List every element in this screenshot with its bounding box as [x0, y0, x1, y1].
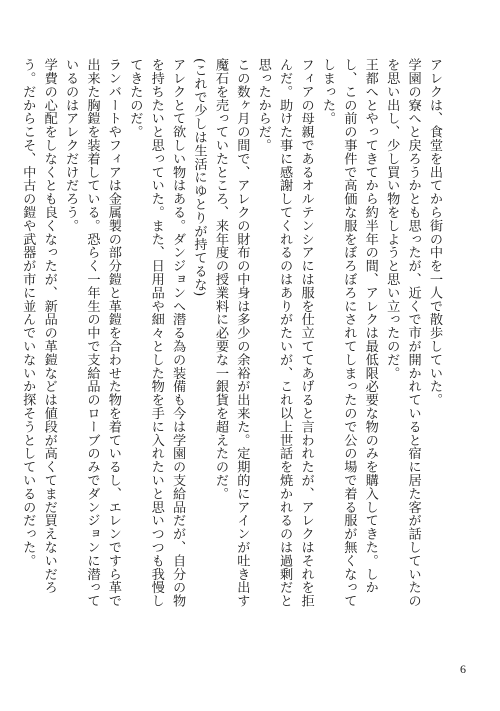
- paragraph: (これで少しは生活にゆとりが持てるな): [191, 58, 207, 297]
- paragraph: この数ヶ月の間で、アレクの財布の中身は多少の余裕が出来た。定期的にアインが吐き出す魔石を売っていたところ、来年度の授業料に必要な一銀貨を超えたのだ。: [212, 58, 250, 608]
- paragraph: 学費の心配をしなくとも良くなったが、新品の革鎧などは値段が高くてまだ買えないだろう。だからこそ、中古の鎧や武器が市に並んでいないか探そうとしているのだった。: [20, 58, 57, 594]
- vertical-body-text: [20, 58, 445, 618]
- paragraph: アレクは、食堂を出てから街の中を一人で散歩していた。: [427, 58, 442, 407]
- paragraph: ランバートやフィアは金属製の部分鎧と革鎧を合わせた物を着ているし、エレンですら革で出来た胸鎧を装着している。恐らく一年生の中で支給品のローブのみでダンジョンに潜っているのはアレクだけだろう。: [63, 58, 121, 608]
- paragraph: アレクとて欲しい物はある。ダンジョンへ潜る為の装備も今は学園の支給品だが、自分の物を持ちたいと思っていた。また、日用品や細々とした物を手に入れたいと思いつつも我慢してきたのだ。: [127, 58, 186, 608]
- paragraph: 学園の寮へと戻ろうかとも思ったが、近くで市が開かれていると宿に居た客が話していたのを思い出し、少し買い物をしようと思い立ったのだ。: [384, 58, 421, 608]
- paragraph: 王都へとやってきてから約半年の間、アレクは最低限必要な物のみを購入してきた。しかし、この前の事件で高価な服をぼろぼろにされてしまったので公の場で着る服が無くなってしまった。: [319, 58, 378, 608]
- page-number: 6: [460, 662, 466, 676]
- paragraph: フィアの母親であるオルテンシアには服を仕立ててあげると言われたが、アレクはそれを拒んだ。助けた事に感謝してくれるのはありがたいが、これ以上世話を焼かれるのは過剰だと思ったからだ。: [255, 58, 314, 608]
